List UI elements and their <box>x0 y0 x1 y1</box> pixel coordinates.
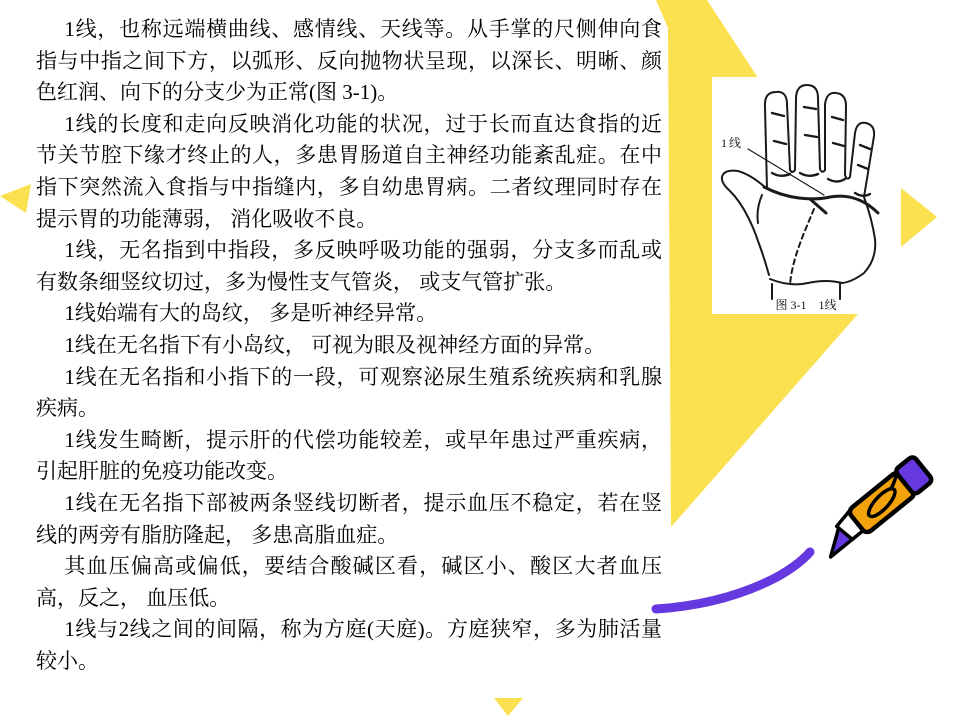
body-text <box>36 14 662 677</box>
yellow-triangle-bottom-icon <box>494 698 523 716</box>
palm-hand-illustration <box>712 77 900 314</box>
marker-pen-icon <box>814 455 934 560</box>
yellow-triangle-right-icon <box>901 188 937 247</box>
pen-stroke <box>656 552 810 609</box>
paragraph-2: 1线的长度和走向反映消化功能的状况，过于长而直达食指的近节关节腔下缘才终止的人，多患胃肠道自主神经功能紊乱症。在中指下突然流入食指与中指缝内，多自幼患胃病。二者纹理同时存在提示胃的功能薄弱， 消化吸收不良。 <box>36 111 662 231</box>
paragraph-6: 1线在无名指和小指下的一段，可观察泌尿生殖系统疾病和乳腺疾病。 <box>36 364 662 421</box>
paragraph-7: 1线发生畸断，提示肝的代偿功能较差，或早年患过严重疾病，引起肝脏的免疫功能改变。 <box>36 427 662 484</box>
figure-label: 1线 <box>721 136 744 150</box>
yellow-triangle-left-icon <box>0 184 31 213</box>
palm-figure <box>712 77 900 314</box>
figure-caption: 图 3-1 1线 <box>775 298 837 312</box>
paragraph-3: 1线，无名指到中指段，多反映呼吸功能的强弱，分支多而乱或有数条细竖纹切过，多为慢性支气管炎， 或支气管扩张。 <box>36 238 662 294</box>
marker-pen-illustration <box>640 430 960 630</box>
paragraph-10: 1线与2线之间的间隔，称为方庭(天庭)。方庭狭窄，多为肺活量较小。 <box>36 617 662 673</box>
paragraph-8: 1线在无名指下部被两条竖线切断者，提示血压不稳定，若在竖线的两旁有脂肪隆起， 多患高脂血症。 <box>36 490 662 547</box>
paragraph-5: 1线在无名指下有小岛纹， 可视为眼及视神经方面的异常。 <box>64 332 606 357</box>
paragraph-9: 其血压偏高或偏低，要结合酸碱区看，碱区小、酸区大者血压高，反之， 血压低。 <box>36 554 662 610</box>
paragraph-1: 1线，也称远端横曲线、感情线、天线等。从手掌的尺侧伸向食指与中指之间下方，以弧形、反向抛物状呈现，以深长、明晰、颜色红润、向下的分支少为正常(图 3-1)。 <box>36 17 662 105</box>
paragraph-4: 1线始端有大的岛纹， 多是听神经异常。 <box>64 301 438 326</box>
